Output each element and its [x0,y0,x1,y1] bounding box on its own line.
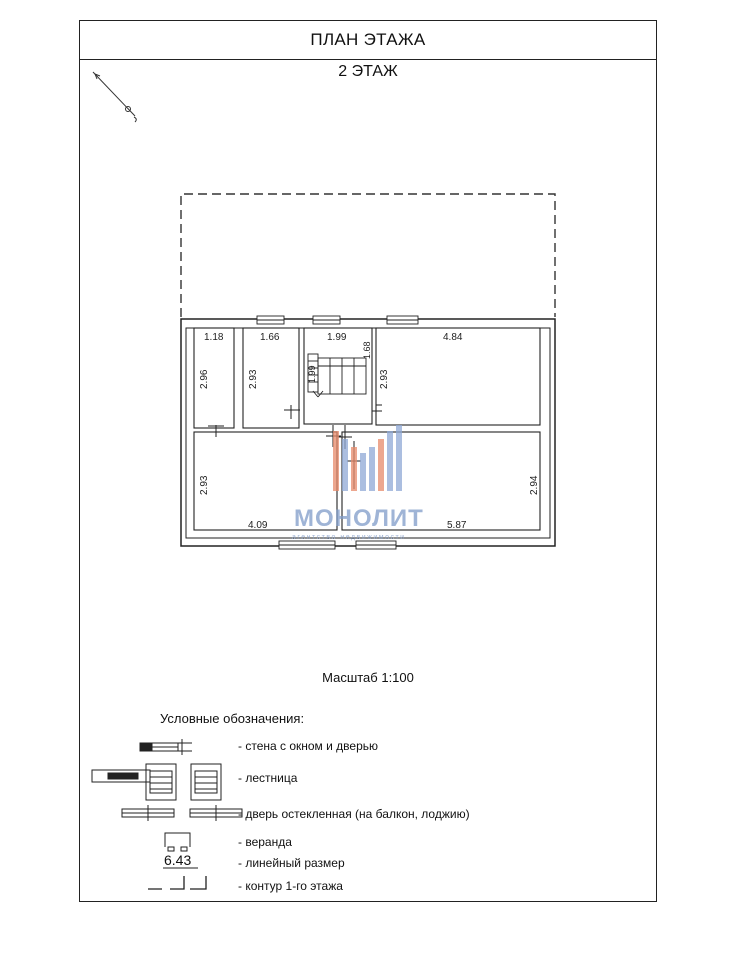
watermark-tagline: агентство недвижимости [292,534,406,541]
sheet-title: ПЛАН ЭТАЖА [80,21,656,60]
dim-r2-width: 1.66 [260,332,280,343]
dim-r1-height: 2.96 [199,369,210,389]
legend-item-veranda: - веранда [238,835,292,849]
legend-title: Условные обозначения: [160,711,305,726]
dim-r4-width: 4.84 [443,332,463,343]
dim-stair-height: 1.68 [362,341,372,359]
dim-r2-height: 2.93 [248,369,259,389]
legend-stair-icon [92,764,221,800]
legend-item-glazed-door: - дверь остекленная (на балкон, лоджию) [238,807,470,821]
dim-r4-height: 2.93 [379,369,390,389]
dim-r5-height: 2.93 [199,475,210,495]
floor-label: 2 ЭТАЖ [338,63,398,80]
legend-contour-icon [148,876,206,889]
floor-plan-sheet [79,20,657,902]
floor-plan-drawing [80,21,658,903]
legend-veranda-icon [165,833,190,851]
dim-r6-height: 2.94 [529,475,540,495]
dim-r1-width: 1.18 [204,332,224,343]
legend-item-wall: - стена с окном и дверью [238,739,379,753]
dim-r5-width: 4.09 [248,520,268,531]
first-floor-outline [181,194,555,317]
legend-glazed-door-icon [122,805,242,821]
scale-label: Масштаб 1:100 [322,670,414,685]
watermark-name: МОНОЛИТ [294,505,424,532]
legend-item-contour: - контур 1-го этажа [238,879,343,893]
dim-r6-width: 5.87 [447,520,467,531]
legend-item-stair: - лестница [238,771,298,785]
legend-sample-dimension: 6.43 [164,852,192,868]
dim-stair-width: 1.99 [327,332,347,343]
legend-wall-icon [140,739,192,755]
dim-stair-inner: 1.99 [307,365,317,383]
legend-item-dimension: - линейный размер [238,856,345,870]
north-arrow-icon [93,72,136,122]
